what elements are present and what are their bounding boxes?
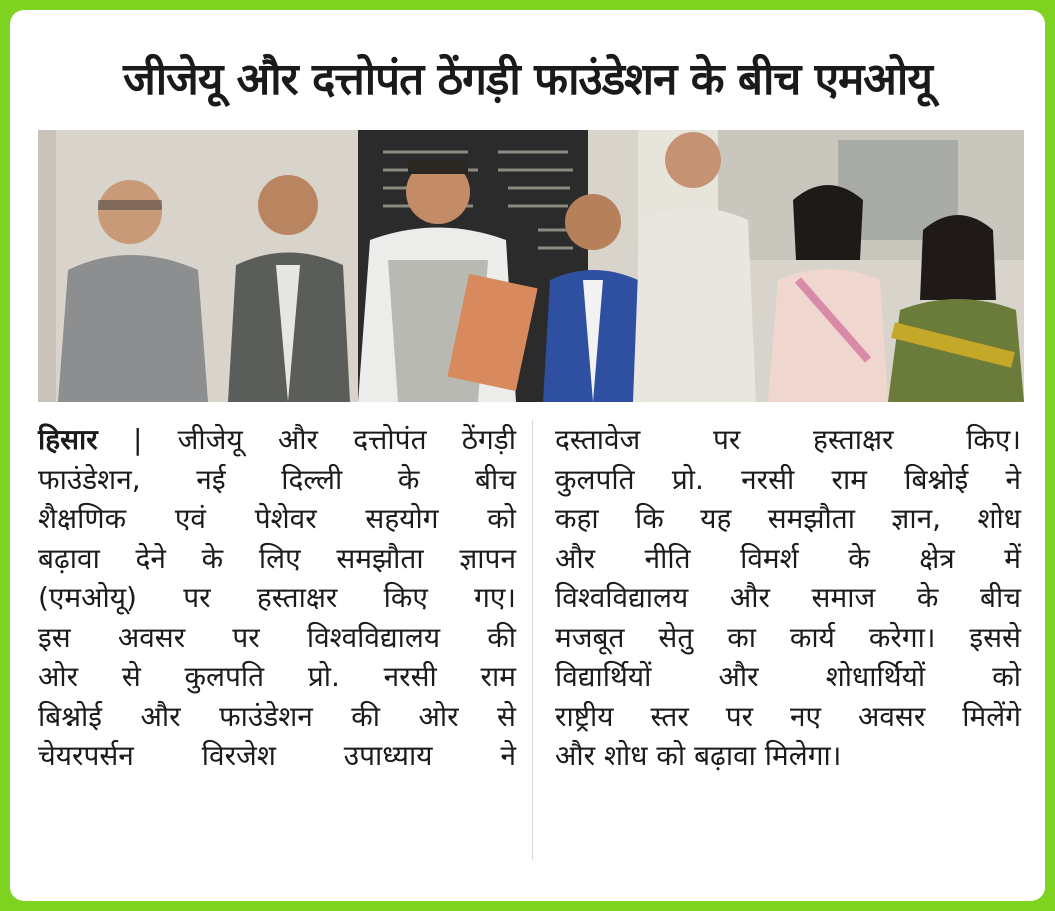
article-line: राष्ट्रीय स्तर पर नए अवसर मिलेंगे bbox=[555, 699, 1021, 733]
dateline: हिसार bbox=[38, 423, 98, 456]
article-line: (एमओयू) पर हस्ताक्षर किए गए। bbox=[38, 581, 516, 614]
article-line: दस्तावेज पर हस्ताक्षर किए। bbox=[555, 423, 1021, 456]
article-line: इस अवसर पर विश्वविद्यालय की bbox=[38, 620, 516, 654]
article-line: कुलपति प्रो. नरसी राम बिश्नोई ने bbox=[555, 462, 1021, 496]
article-line: और शोध को बढ़ावा मिलेगा। bbox=[555, 739, 842, 772]
article-line: बढ़ावा देने के लिए समझौता ज्ञापन bbox=[38, 541, 516, 575]
group-photo-illustration bbox=[38, 130, 1024, 402]
dateline-separator: | bbox=[132, 423, 143, 456]
article-line: और नीति विमर्श के क्षेत्र में bbox=[555, 541, 1021, 575]
column-divider bbox=[532, 420, 533, 860]
article-line: कहा कि यह समझौता ज्ञान, शोध bbox=[555, 502, 1021, 535]
article-line: विश्वविद्यालय और समाज के बीच bbox=[555, 581, 1021, 614]
article-line: मजबूत सेतु का कार्य करेगा। इससे bbox=[555, 620, 1021, 654]
article-column-right bbox=[555, 420, 1021, 776]
group-photo bbox=[38, 130, 1024, 402]
article-column-left bbox=[38, 420, 516, 776]
headline: जीजेयू और दत्तोपंत ठेंगड़ी फाउंडेशन के बीच एमओयू bbox=[123, 54, 932, 105]
article-line: विद्यार्थियों और शोधार्थियों को bbox=[555, 660, 1021, 693]
article-line bbox=[38, 420, 516, 460]
article-line: फाउंडेशन, नई दिल्ली के बीच bbox=[38, 462, 516, 496]
article-line: बिश्नोई और फाउंडेशन की ओर से bbox=[38, 699, 516, 733]
article-line: शैक्षणिक एवं पेशेवर सहयोग को bbox=[38, 502, 516, 535]
article-line: ओर से कुलपति प्रो. नरसी राम bbox=[38, 660, 516, 693]
article-line-text: जीजेयू और दत्तोपंत ठेंगड़ी bbox=[177, 423, 516, 456]
article-line: चेयरपर्सन विरजेश उपाध्याय ने bbox=[38, 739, 516, 772]
news-clipping bbox=[10, 10, 1045, 901]
